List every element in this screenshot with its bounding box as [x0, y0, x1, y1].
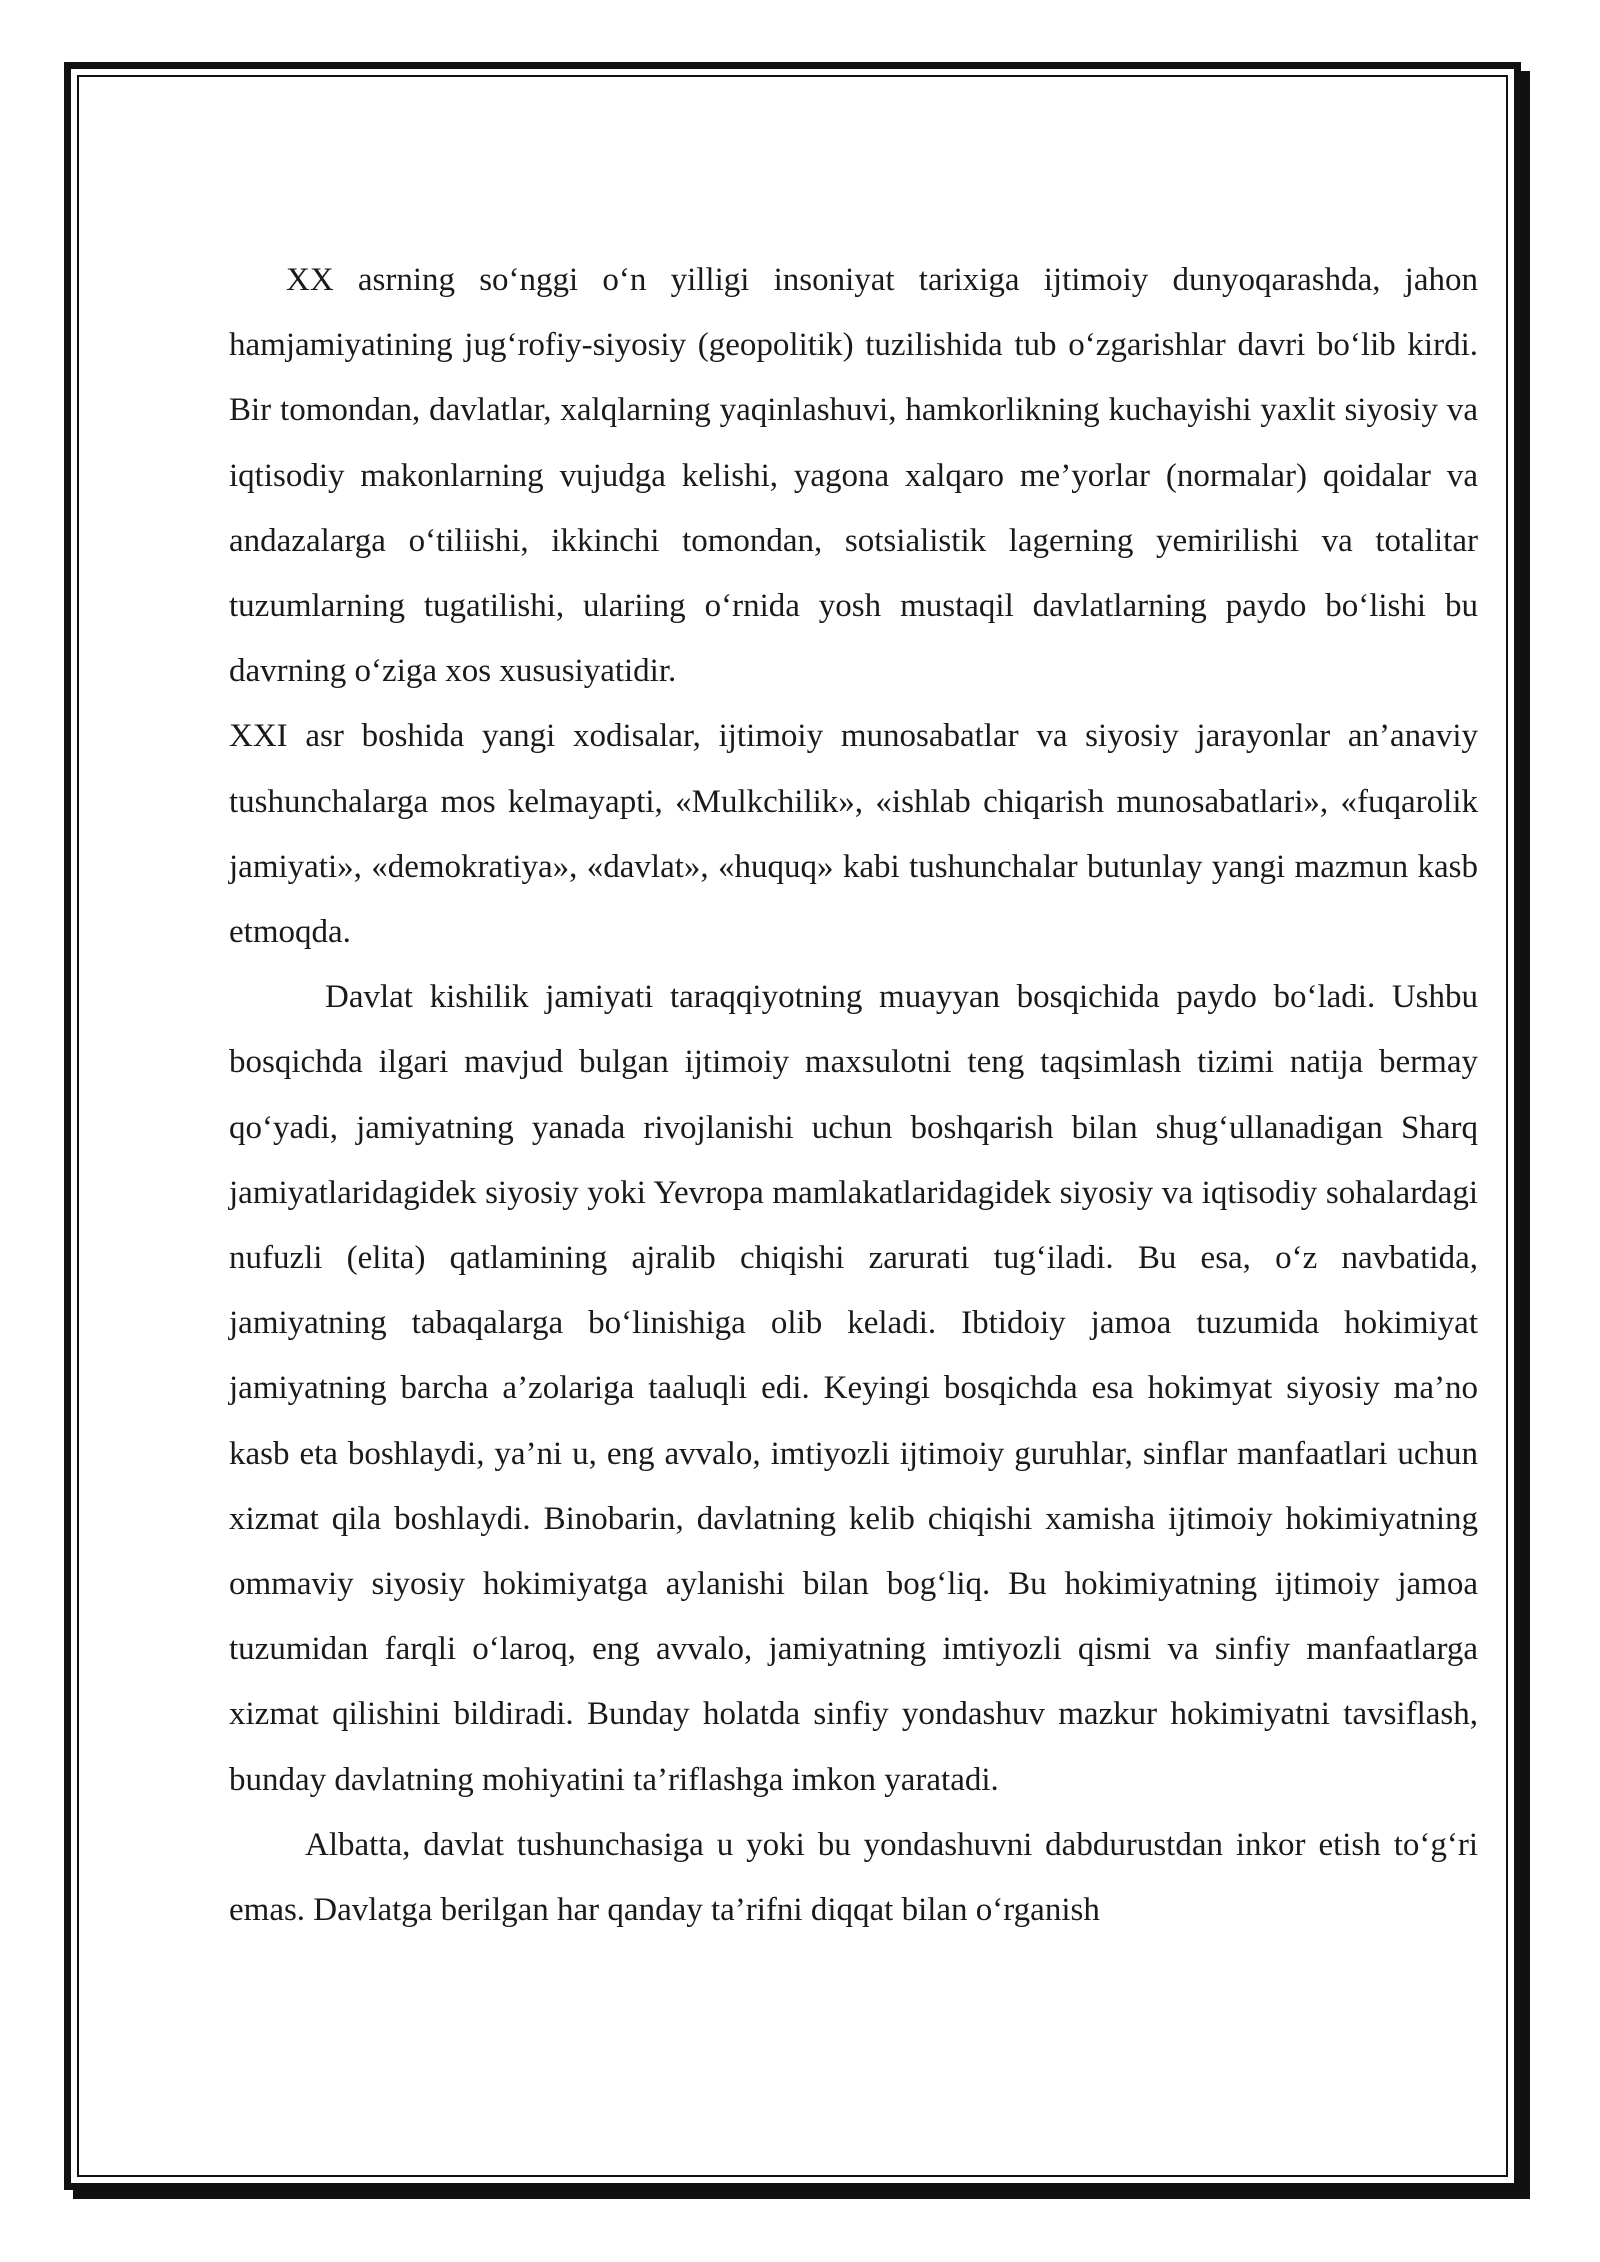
- paragraph-2: XXI asr boshida yangi xodisalar, ijtimoiy munosabatlar va siyosiy jarayonlar an’anaviy tushunchalarga mos kelmayapti, «Mulkchilik», «ishlab chiqarish munosabatlari», «fuqarolik jamiyati», «demokratiya», «davlat», «huquq» kabi tushunchalar butunlay yangi mazmun kasb etmoqda.: [229, 718, 1478, 951]
- paragraph-3: Davlat kishilik jamiyati taraqqiyotning muayyan bosqichida paydo bo‘ladi. Ushbu bosqichda ilgari mavjud bulgan ijtimoiy maxsulotni teng taqsimlash tizimi natija bermay qo‘yadi, jamiyatning yanada rivojlanishi uchun boshqarish bilan shug‘ullanadigan Sharq jamiyatlaridagidek siyosiy yoki Yevropa mamlakatlaridagidek siyosiy va iqtisodiy sohalardagi nufuzli (elita) qatlamining ajralib chiqishi zarurati tug‘iladi. Bu esa, o‘z navbatida, jamiyatning tabaqalarga bo‘linishiga olib keladi. Ibtidoiy jamoa tuzumida hokimiyat jamiyatning barcha a’zolariga taaluqli edi. Keyingi bosqichda esa hokimyat siyosiy ma’no kasb eta boshlaydi, ya’ni u, eng avvalo, imtiyozli ijtimoiy guruhlar, sinflar manfaatlari uchun xizmat qila boshlaydi. Binobarin, davlatning kelib chiqishi xamisha ijtimoiy hokimiyatning ommaviy siyosiy hokimiyatga aylanishi bilan bog‘liq. Bu hokimiyatning ijtimoiy jamoa tuzumidan farqli o‘laroq, eng avvalo, jamiyatning imtiyozli qismi va sinfiy manfaatlarga xizmat qilishini bildiradi. Bunday holatda sinfiy yondashuv mazkur hokimiyatni tavsiflash, bunday davlatning mohiyatini ta’riflashga imkon yaratadi.: [229, 979, 1478, 1798]
- paragraph-1: XX asrning so‘nggi o‘n yilligi insoniyat tarixiga ijtimoiy dunyoqarashda, jahon hamjamiyatining jug‘rofiy-siyosiy (geopolitik) tuzilishida tub o‘zgarishlar davri bo‘lib kirdi. Bir tomondan, davlatlar, xalqlarning yaqinlashuvi, hamkorlikning kuchayishi yaxlit siyosiy va iqtisodiy makonlarning vujudga kelishi, yagona xalqaro me’yorlar (normalar) qoidalar va andazalarga o‘tiliishi, ikkinchi tomondan, sotsialistik lagerning yemirilishi va totalitar tuzumlarning tugatilishi, ulariing o‘rnida yosh mustaqil davlatlarning paydo bo‘lishi bu davrning o‘ziga xos xususiyatidir.: [229, 262, 1478, 690]
- document-body: [229, 248, 1478, 1943]
- paragraph-4: Albatta, davlat tushunchasiga u yoki bu yondashuvni dabdurustdan inkor etish to‘g‘ri emas. Davlatga berilgan har qanday ta’rifni diqqat bilan o‘rganish: [229, 1826, 1478, 1929]
